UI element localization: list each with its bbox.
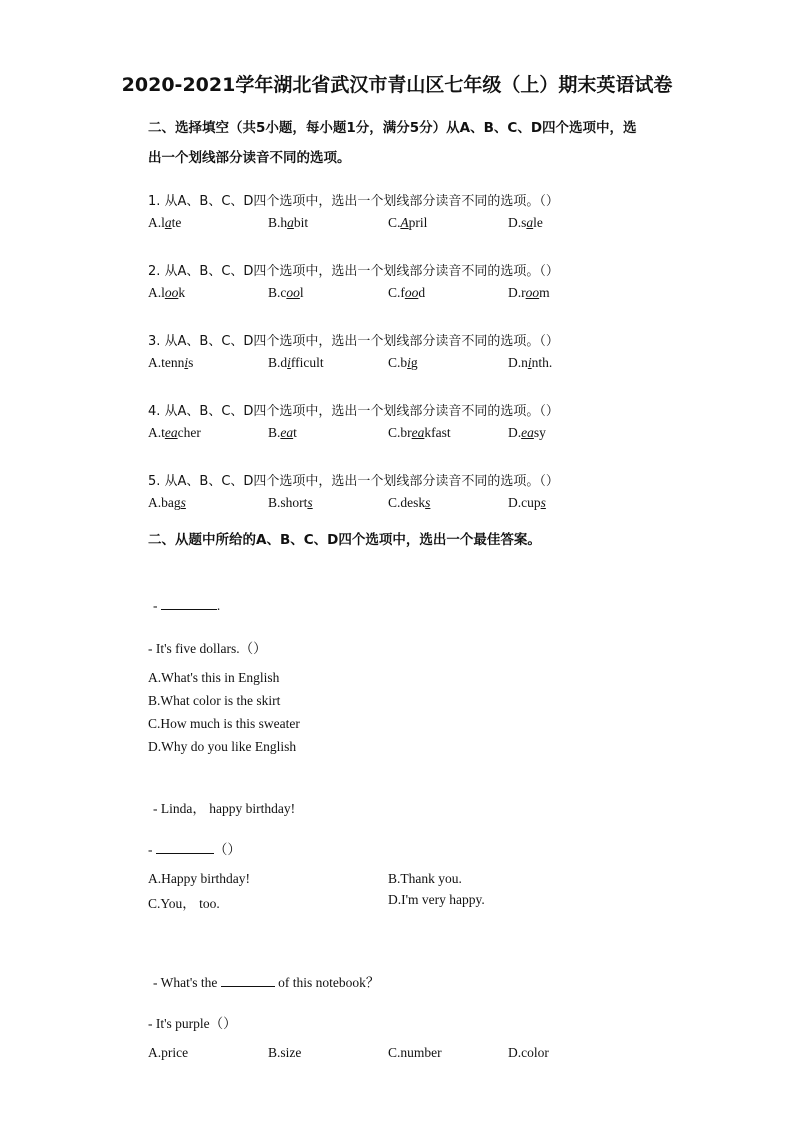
option-text: C.desk [388,495,426,510]
option-text: le [533,215,543,230]
option-text: C.br [388,425,412,440]
option-text: pril [408,215,428,230]
option-text: d [418,285,426,300]
question-1-stem: 1. 从A、B、C、D四个选项中，选出一个划线部分读音不同的选项。（） [148,194,559,209]
option-text: B.h [268,215,288,230]
option-text: B.c [268,285,287,300]
option-text: sy [533,425,546,440]
question-4-option-d [508,425,546,441]
question-4-option-b [268,425,297,441]
section-heading-1-line2: 出一个划线部分读音不同的选项。 [148,150,351,166]
option-a: A.Happy birthday! [148,871,250,886]
question-2-option-a [148,285,185,301]
option-text: A.l [148,215,165,230]
page-title: 2020-2021学年湖北省武汉市青山区七年级（上）期末英语试卷 [121,74,673,96]
dialogue-1-period: . [216,598,221,613]
underlined-letters: A [400,215,409,230]
option-text: g [410,355,418,370]
underlined-letters: i [287,355,291,370]
dialogue-2-line-1: - Linda， happy birthday! [153,801,296,816]
dialogue-3-suffix: of this notebook？ [274,975,380,990]
option-text: C. [388,215,401,230]
option-text: A.tenn [148,355,185,370]
underlined-letters: oo [164,285,179,300]
option-text: A.l [148,285,165,300]
option-text: C.b [388,355,408,370]
option-text: cher [177,425,201,440]
underlined-letters: s [540,495,546,510]
option-d: D.I'm very happy. [388,892,485,907]
option-text: fficult [290,355,324,370]
answer-blank [221,974,275,987]
option-text: te [171,215,182,230]
question-2-stem: 2. 从A、B、C、D四个选项中，选出一个划线部分读音不同的选项。（） [148,264,559,279]
dialogue-3-line-2: - It's purple（） [148,1016,237,1031]
underlined-letters: i [184,355,189,370]
underlined-letters: s [425,495,431,510]
question-4-option-a [148,425,201,441]
question-2-option-d [508,285,550,301]
dialogue-3-line-1 [153,971,379,991]
option-d: D.Why do you like English [148,739,297,754]
question-1-option-b [268,215,308,231]
option-a: A.price [148,1045,189,1060]
question-3-option-b [268,355,324,371]
question-5-option-d [508,495,546,511]
dialogue-2-line-2 [148,838,241,858]
option-text: B.d [268,355,288,370]
question-5-option-b [268,495,313,511]
underlined-letters: a [287,215,294,230]
dialogue-2-dash: - [148,842,156,857]
option-text: D.r [508,285,526,300]
question-3-option-c [388,355,418,371]
underlined-letters: ea [280,425,294,440]
dialogue-1-line-1 [153,597,220,614]
underlined-letters: a [526,215,534,230]
question-5-option-c [388,495,430,511]
option-d: D.color [508,1045,549,1060]
option-b: B.size [268,1045,302,1060]
option-c: C.How much is this sweater [148,716,300,731]
question-1-option-d [508,215,543,231]
option-text: C.f [388,285,405,300]
underlined-letters: oo [525,285,540,300]
question-2-option-b [268,285,304,301]
dialogue-1-dash: - [153,598,161,613]
answer-blank [161,597,217,610]
option-text: t [293,425,297,440]
question-3-option-a [148,355,193,371]
underlined-letters: oo [286,285,300,300]
option-b: B.What color is the skirt [148,693,281,708]
option-text: bit [293,215,309,230]
option-c: C.You， too. [148,896,220,911]
section-heading-2: 二、从题中所给的A、B、C、D四个选项中，选出一个最佳答案。 [148,532,541,548]
question-5-option-a [148,495,186,511]
underlined-letters: ea [521,425,534,440]
underlined-letters: a [164,215,172,230]
underlined-letters: s [307,495,313,510]
option-text: l [299,285,304,300]
underlined-letters: s [180,495,186,510]
underlined-letters: i [407,355,411,370]
option-text: D.cup [508,495,541,510]
option-text: m [539,285,550,300]
answer-blank [156,841,214,854]
answer-parens: （） [213,842,241,857]
dialogue-3-prefix: - What's the [153,975,221,990]
option-text: D.s [508,215,527,230]
question-3-stem: 3. 从A、B、C、D四个选项中，选出一个划线部分读音不同的选项。（） [148,334,559,349]
option-text: nth. [531,355,553,370]
option-a: A.What's this in English [148,670,280,685]
underlined-letters: oo [404,285,419,300]
option-text: A.t [148,425,165,440]
section-heading-1-line1: 二、选择填空（共5小题，每小题1分，满分5分）从A、B、C、D四个选项中，选 [148,120,637,136]
option-text: k [178,285,186,300]
option-text: s [188,355,194,370]
underlined-letters: ea [164,425,178,440]
question-3-option-d [508,355,552,371]
dialogue-1-line-2: - It's five dollars.（） [148,641,267,656]
question-2-option-c [388,285,425,301]
option-text: D. [508,425,522,440]
underlined-letters: ea [411,425,425,440]
option-text: B. [268,425,281,440]
option-text: A.bag [148,495,181,510]
question-4-stem: 4. 从A、B、C、D四个选项中，选出一个划线部分读音不同的选项。（） [148,404,559,419]
question-4-option-c [388,425,451,441]
option-text: kfast [424,425,451,440]
option-text: D.n [508,355,528,370]
question-1-option-a [148,215,181,231]
option-c: C.number [388,1045,442,1060]
option-text: B.short [268,495,308,510]
question-5-stem: 5. 从A、B、C、D四个选项中，选出一个划线部分读音不同的选项。（） [148,474,559,489]
option-b: B.Thank you. [388,871,462,886]
underlined-letters: i [527,355,532,370]
question-1-option-c [388,215,427,231]
